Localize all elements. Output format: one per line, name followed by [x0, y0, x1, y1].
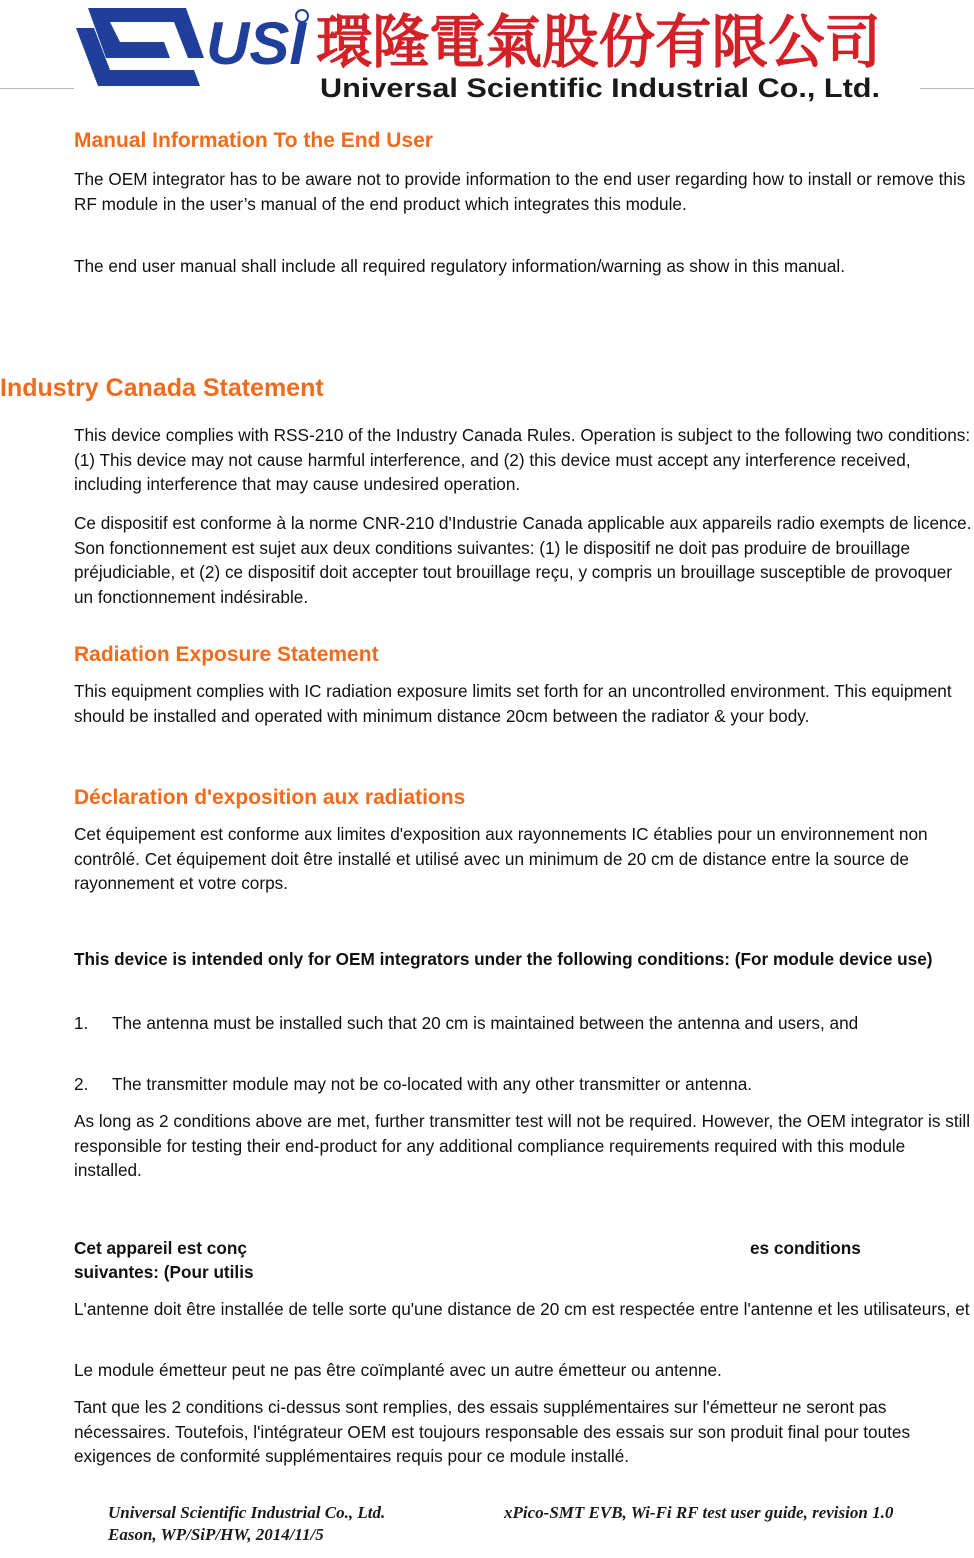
heading-radiation-exposure: Radiation Exposure Statement	[74, 643, 379, 666]
oem-conditions-paragraph: As long as 2 conditions above are met, further transmitter test will not be required. However, the OEM integrator is still responsible for testing their end-product for any additional compliance requirements required with this module installed.	[74, 1111, 971, 1180]
manual-info-paragraph-2: The end user manual shall include all required regulatory information/warning as show in this manual.	[74, 256, 845, 276]
radiation-exposure-paragraph: This equipment complies with IC radiation exposure limits set forth for an uncontrolled environment. This equipment should be installed and operated with minimum distance 20cm between the radiator & your body.	[74, 681, 952, 726]
footer-author: Eason, WP/SiP/HW, 2014/11/5	[108, 1525, 324, 1544]
heading-declaration-exposition: Déclaration d'exposition aux radiations	[74, 786, 466, 809]
footer-company: Universal Scientific Industrial Co., Ltd.	[108, 1503, 386, 1522]
logo-chinese-text: 環隆電氣股份有限公司	[316, 8, 881, 76]
logo-english-text: Universal Scientific Industrial Co., Ltd.	[320, 73, 880, 103]
heading-industry-canada: Industry Canada Statement	[0, 374, 324, 402]
oem-intro-bold: This device is intended only for OEM integrators under the following conditions: (For module device use)	[74, 949, 933, 969]
list-item-number: 1.	[74, 1013, 89, 1033]
oem-fr-item-2: Le module émetteur peut ne pas être coïmplanté avec un autre émetteur ou antenne.	[74, 1360, 722, 1380]
list-item-number: 2.	[74, 1074, 89, 1094]
declaration-exposition-paragraph: Cet équipement est conforme aux limites d'exposition aux rayonnements IC établies pour un environnement non contrôlé. Cet équipement doit être installé et utilisé avec un minimum de 20 cm de distance entre la source de rayonnement et votre corps.	[74, 824, 928, 893]
oem-fr-conditions-paragraph: Tant que les 2 conditions ci-dessus sont remplies, des essais supplémentaires sur l'émetteur ne seront pas nécessaires. Toutefois, l'intégrateur OEM est toujours responsable des essais sur son produit final pour toutes exigences de conformité supplémentaires requis pour ce module installé.	[74, 1397, 911, 1466]
heading-manual-information: Manual Information To the End User	[74, 129, 433, 152]
oem-fr-intro-part1: Cet appareil est conç	[74, 1238, 247, 1258]
industry-canada-paragraph-en: This device complies with RSS-210 of the Industry Canada Rules. Operation is subject to the following two conditions: (1) This device may not cause harmful interference, and (2) this device must accept any interference received, including interference that may cause undesired operation.	[74, 425, 971, 494]
manual-info-paragraph-1: The OEM integrator has to be aware not to provide information to the end user regarding how to install or remove this RF module in the user’s manual of the end product which integrates this module.	[74, 169, 966, 214]
list-item-text: The transmitter module may not be co-located with any other transmitter or antenna.	[112, 1074, 753, 1094]
logo-usi-text: USI	[206, 10, 307, 77]
footer-guide-title: xPico-SMT EVB, Wi-Fi RF test user guide, revision 1.0	[504, 1503, 894, 1522]
industry-canada-paragraph-fr: Ce dispositif est conforme à la norme CNR-210 d'Industrie Canada applicable aux appareils radio exempts de licence. Son fonctionnement est sujet aux deux conditions suivantes: (1) le dispositif ne doit pas produire de brouillage préjudiciable, et (2) ce dispositif doit accepter tout brouillage reçu, y compris un brouillage susceptible de provoquer un fonctionnement indésirable.	[74, 513, 972, 607]
oem-fr-intro-line2: suivantes: (Pour utilis	[74, 1262, 254, 1282]
list-item-text: The antenna must be installed such that 20 cm is maintained between the antenna and users, and	[112, 1013, 859, 1033]
header-rule-right	[920, 88, 974, 89]
image-occlusion	[288, 1220, 750, 1286]
oem-fr-intro-part2: es conditions	[750, 1238, 861, 1258]
header-rule-left	[0, 88, 74, 89]
oem-fr-item-1: L'antenne doit être installée de telle sorte qu'une distance de 20 cm est respectée entre l'antenne et les utilisateurs, et	[74, 1299, 970, 1319]
footer-line-1	[108, 1502, 974, 1524]
company-logo	[76, 0, 921, 104]
